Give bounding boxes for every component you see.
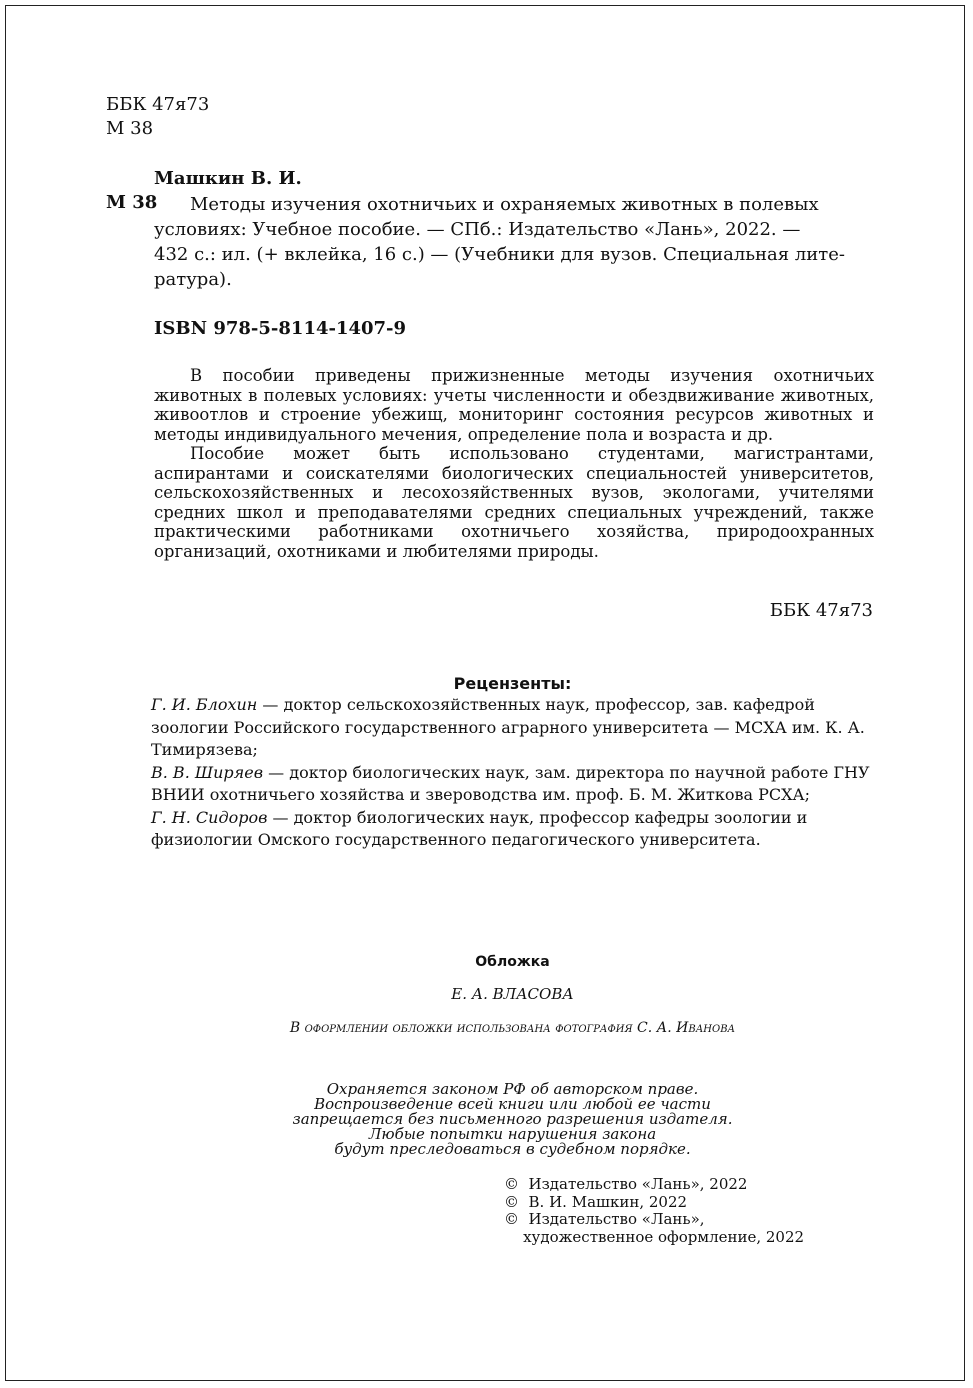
reviewers-title: Рецензенты:: [453, 674, 572, 693]
abstract: [154, 366, 874, 561]
copyright-line: художественное оформление, 2022: [504, 1227, 805, 1246]
reviewer-entry: [151, 762, 875, 807]
copyright-law-line: Воспроизведение всей книги или любой ее части: [314, 1095, 711, 1113]
copyright-law-line: Любые попытки нарушения закона: [368, 1125, 657, 1143]
reviewer-name: В. В. Ширяев: [151, 762, 264, 782]
reviewers-list: [151, 694, 875, 852]
citation-mark: М 38: [106, 192, 158, 213]
abstract-paragraph: В пособии приведены прижизненные методы изучения охотничьих животных в полевых условиях: учеты численности и обездвиживание животных, живоотлов и строение убежищ, мониторинг состояния ресурсов животных и методы индивидуального мечения, определение пола и возраста и др.: [154, 366, 874, 444]
copyright-block: [504, 1176, 804, 1246]
cover-photo-credit: В оформлении обложки использована фотография С. А. Иванова: [289, 1020, 736, 1036]
reviewer-name: Г. И. Блохин: [151, 695, 258, 714]
copyright-law-line: Охраняется законом РФ об авторском праве.: [326, 1080, 699, 1098]
copyright-line: © В. И. Машкин, 2022: [504, 1192, 688, 1211]
reviewer-entry: [151, 807, 875, 852]
bbk-header: [106, 93, 209, 141]
author-mark: М 38: [106, 118, 154, 139]
author-name: Машкин В. И.: [154, 168, 302, 189]
bibliographic-citation: [154, 192, 874, 292]
copyright-line: © Издательство «Лань», 2022: [504, 1175, 748, 1193]
citation-line: 432 с.: ил. (+ вклейка, 16 с.) — (Учебники для вузов. Специальная лите-: [154, 244, 845, 265]
citation-line: Методы изучения охотничьих и охраняемых животных в полевых: [190, 194, 819, 215]
cover-designer: Е. А. ВЛАСОВА: [451, 985, 574, 1003]
citation-line: условиях: Учебное пособие. — СПб.: Издательство «Лань», 2022. —: [154, 219, 801, 240]
reviewer-description: — доктор биологических наук, профессор кафедры зоологии и физиологии Омского государственного педагогического университета.: [151, 807, 808, 849]
bbk-code: ББК 47я73: [106, 94, 210, 115]
citation-line: ратура).: [154, 269, 232, 290]
copyright-law-notice: [0, 1082, 973, 1157]
isbn: ISBN 978-5-8114-1407-9: [154, 318, 407, 339]
cover-title: Обложка: [475, 954, 550, 970]
bbk-code-right: ББК 47я73: [769, 600, 873, 621]
reviewer-description: — доктор сельскохозяйственных наук, профессор, зав. кафедрой зоологии Российского государственного аграрного университета — МСХА им. К. А. Тимирязева;: [151, 695, 865, 759]
reviewer-entry: [151, 694, 875, 762]
copyright-line: © Издательство «Лань»,: [504, 1210, 705, 1228]
copyright-law-line: будут преследоваться в судебном порядке.: [334, 1140, 691, 1158]
abstract-paragraph: Пособие может быть использовано студентами, магистрантами, аспирантами и соискателями биологических специальностей университетов, сельскохозяйственных и лесохозяйственных вузов, экологами, учителями средних школ и преподавателями средних специальных учреждений, также практическими работниками охотничьего хозяйства, природоохранных организаций, охотниками и любителями природы.: [154, 444, 874, 561]
reviewer-name: Г. Н. Сидоров: [151, 807, 268, 827]
copyright-law-line: запрещается без письменного разрешения издателя.: [292, 1110, 733, 1128]
reviewer-description: — доктор биологических наук, зам. директора по научной работе ГНУ ВНИИ охотничьего хозяйства и звероводства им. проф. Б. М. Житкова РСХА;: [151, 762, 870, 804]
